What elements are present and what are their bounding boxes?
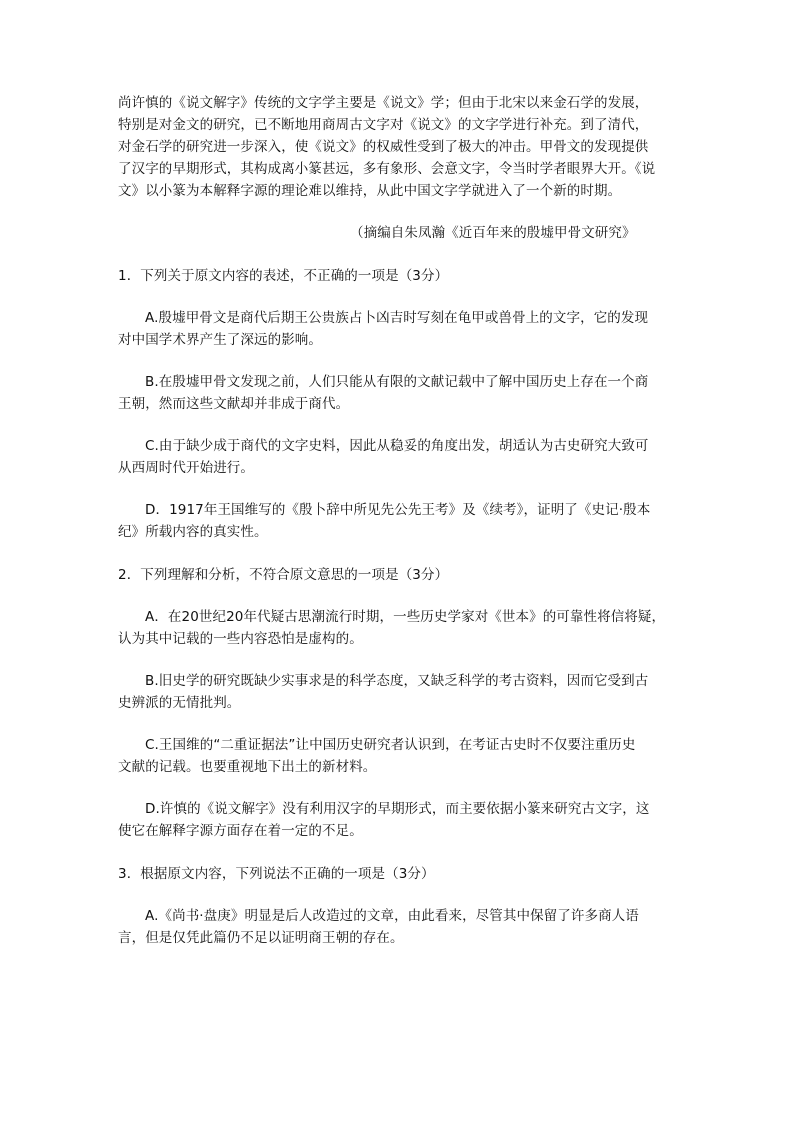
intro-line: 对金石学的研究进一步深入，使《说文》的权威性受到了极大的冲击。甲骨文的发现提供: [118, 139, 649, 155]
option-line: 言，但是仅凭此篇仍不足以证明商王朝的存在。: [118, 930, 404, 946]
option-line: 认为其中记载的一些内容恐怕是虚构的。: [118, 631, 363, 647]
option-line: C.由于缺少成于商代的文字史料，因此从稳妥的角度出发，胡适认为古史研究大致可: [145, 438, 649, 454]
document-page: [118, 92, 678, 949]
option-line: D．1917年王国维写的《殷卜辞中所见先公先王考》及《续考》，证明了《史记·殷本: [145, 502, 651, 518]
question-3-title: 3．根据原文内容，下列说法不正确的一项是（3分）: [118, 866, 435, 882]
option-line: B.旧史学的研究既缺少实事求是的科学态度，又缺乏科学的考古资料，因而它受到古: [145, 673, 649, 689]
question-2-title: 2．下列理解和分析，不符合原文意思的一项是（3分）: [118, 567, 449, 583]
intro-line: 了汉字的早期形式，其构成离小篆甚远，多有象形、会意文字，令当时学者眼界大开。《说: [118, 161, 656, 177]
option-line: A．在20世纪20年代疑古思潮流行时期，一些历史学家对《世本》的可靠性将信将疑，: [145, 609, 666, 625]
option-line: A.殷墟甲骨文是商代后期王公贵族占卜凶吉时写刻在龟甲或兽骨上的文字，它的发现: [145, 310, 649, 326]
option-line: B.在殷墟甲骨文发现之前，人们只能从有限的文献记载中了解中国历史上存在一个商: [145, 374, 649, 390]
option-line: 王朝，然而这些文献却并非成于商代。: [118, 396, 350, 412]
question-3-option-a: [118, 905, 678, 949]
intro-paragraph: [118, 92, 678, 202]
question-2-option-a: [118, 606, 678, 650]
question-1-option-a: [118, 307, 678, 351]
question-2-option-c: [118, 734, 678, 778]
option-line: 史辨派的无情批判。: [118, 695, 241, 711]
question-2-option-d: [118, 798, 678, 842]
citation: （摘编自朱凤瀚《近百年来的殷墟甲骨文研究》: [350, 225, 636, 241]
option-line: 使它在解释字源方面存在着一定的不足。: [118, 823, 363, 839]
question-1-title: 1．下列关于原文内容的表述，不正确的一项是（3分）: [118, 268, 449, 284]
intro-line: 尚许慎的《说文解字》传统的文字学主要是《说文》学；但由于北宋以来金石学的发展，: [118, 95, 649, 111]
option-line: A.《尚书·盘庚》明显是后人改造过的文章，由此看来，尽管其中保留了许多商人语: [145, 908, 639, 924]
question-1-option-d: [118, 499, 678, 543]
intro-line: 文》以小篆为本解释字源的理论难以维持，从此中国文字学就进入了一个新的时期。: [118, 183, 622, 199]
option-line: 从西周时代开始进行。: [118, 460, 254, 476]
option-line: D.许慎的《说文解字》没有利用汉字的早期形式，而主要依据小篆来研究古文字，这: [145, 801, 650, 817]
intro-line: 特别是对金文的研究，已不断地用商周古文字对《说文》的文字学进行补充。到了清代，: [118, 117, 649, 133]
question-2-option-b: [118, 670, 678, 714]
option-line: 文献的记载。也要重视地下出土的新材料。: [118, 759, 377, 775]
option-line: C.王国维的“二重证据法”让中国历史研究者认识到，在考证古史时不仅要注重历史: [145, 737, 636, 753]
option-line: 纪》所载内容的真实性。: [118, 524, 268, 540]
question-1-option-c: [118, 435, 678, 479]
question-1-option-b: [118, 371, 678, 415]
option-line: 对中国学术界产生了深远的影响。: [118, 332, 322, 348]
